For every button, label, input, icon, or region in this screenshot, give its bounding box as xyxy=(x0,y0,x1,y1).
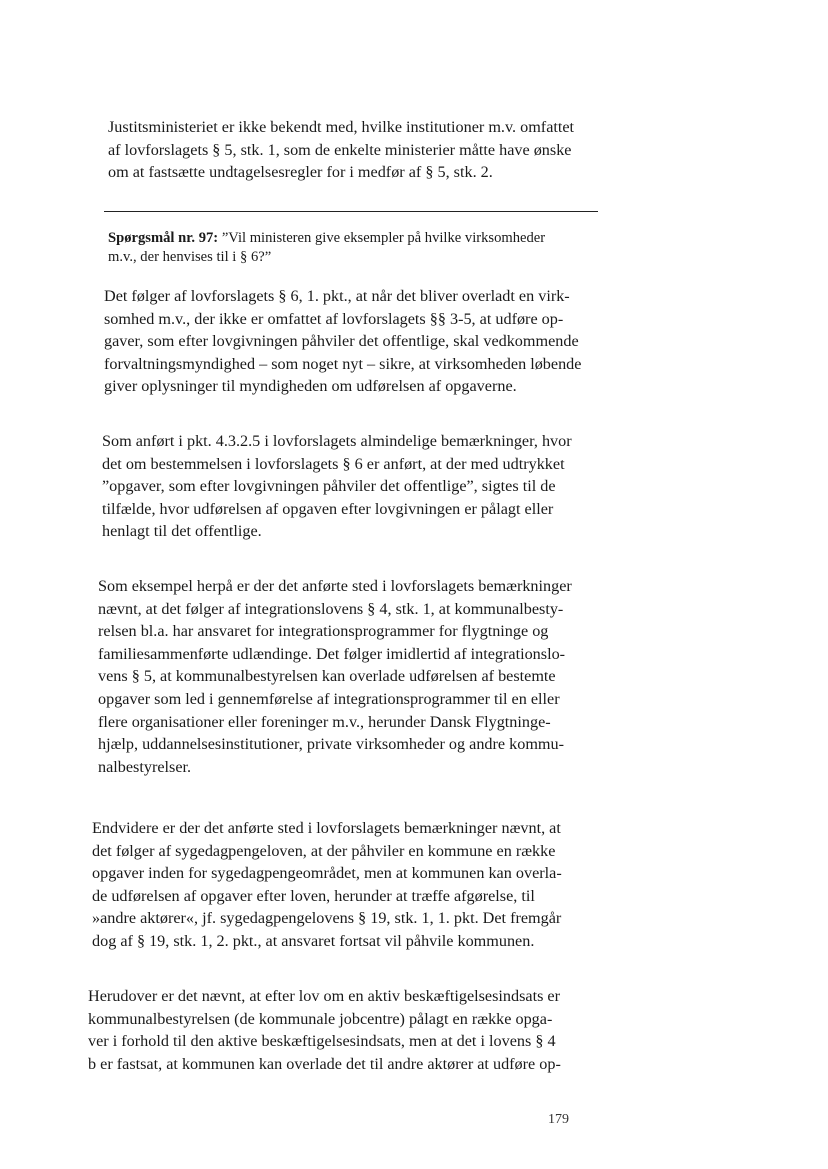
question-text: ”Vil ministeren give eksempler på hvilke virksomheder xyxy=(221,230,546,246)
text-line: Herudover er det nævnt, at efter lov om en aktiv beskæftigelsesindsats er xyxy=(88,987,561,1005)
text-line: det om bestemmelsen i lovforslagets § 6 er anført, at der med udtrykket xyxy=(102,454,565,473)
answer-paragraph xyxy=(102,430,592,543)
question-block xyxy=(108,229,598,267)
text-line: de udførelsen af opgaver efter loven, herunder at træffe afgørelse, til xyxy=(92,886,535,905)
text-line: giver oplysninger til myndigheden om udførelsen af opgaverne. xyxy=(104,377,517,396)
answer-paragraph xyxy=(88,985,582,1075)
text-line: Det følger af lovforslagets § 6, 1. pkt., at når det bliver overladt en virk- xyxy=(104,287,570,305)
text-line: henlagt til det offentlige. xyxy=(102,522,262,541)
text-line: nalbestyrelser. xyxy=(98,757,192,776)
text-line: om at fastsætte undtagelsesregler for i medfør af § 5, stk. 2. xyxy=(108,163,493,182)
text-line: det følger af sygedagpengeloven, at der påhviler en kommune en række xyxy=(92,841,556,860)
text-line: forvaltningsmyndighed – som noget nyt – sikre, at virksomheden løbende xyxy=(104,354,582,373)
section-divider xyxy=(104,211,598,212)
text-line: Som anført i pkt. 4.3.2.5 i lovforslagets almindelige bemærkninger, hvor xyxy=(102,432,572,450)
text-line: Endvidere er der det anførte sted i lovforslagets bemærkninger nævnt, at xyxy=(92,819,561,837)
text-line: dog af § 19, stk. 1, 2. pkt., at ansvaret fortsat vil påhvile kommunen. xyxy=(92,931,535,950)
text-line: ver i forhold til den aktive beskæftigelsesindsats, men at det i lovens § 4 xyxy=(88,1032,556,1051)
text-line: nævnt, at det følger af integrationslovens § 4, stk. 1, at kommunalbesty- xyxy=(98,599,564,618)
answer-paragraph xyxy=(104,285,594,398)
text-line: opgaver inden for sygedagpengeområdet, men at kommunen kan overla- xyxy=(92,864,562,883)
question-label: Spørgsmål nr. 97: xyxy=(108,230,219,246)
page-number: 179 xyxy=(548,1112,569,1127)
text-line: »andre aktører«, jf. sygedagpengelovens § 19, stk. 1, 1. pkt. Det fremgår xyxy=(92,909,562,928)
text-line: opgaver som led i gennemførelse af integrationsprogrammer til en eller xyxy=(98,689,560,708)
text-line: familiesammenførte udlændinge. Det følger imidlertid af integrationslo- xyxy=(98,644,566,663)
text-line: relsen bl.a. har ansvaret for integrationsprogrammer for flygtninge og xyxy=(98,622,549,641)
text-line: af lovforslagets § 5, stk. 1, som de enkelte ministerier måtte have ønske xyxy=(108,140,572,159)
intro-paragraph xyxy=(108,116,596,184)
text-line: somhed m.v., der ikke er omfattet af lovforslagets §§ 3-5, at udføre op- xyxy=(104,309,564,328)
text-line: tilfælde, hvor udførelsen af opgaven efter lovgivningen er pålagt eller xyxy=(102,499,554,518)
text-line: flere organisationer eller foreninger m.v., herunder Dansk Flygtninge- xyxy=(98,712,551,731)
text-line: kommunalbestyrelsen (de kommunale jobcentre) pålagt en række opga- xyxy=(88,1009,553,1028)
answer-paragraph xyxy=(98,575,588,778)
text-line: Justitsministeriet er ikke bekendt med, hvilke institutioner m.v. omfattet xyxy=(108,118,575,136)
answer-paragraph xyxy=(92,817,584,953)
text-line: ”opgaver, som efter lovgivningen påhviler det offentlige”, sigtes til de xyxy=(102,477,556,496)
text-line: vens § 5, at kommunalbestyrelsen kan overlade udførelsen af bestemte xyxy=(98,667,556,686)
text-line: hjælp, uddannelsesinstitutioner, private virksomheder og andre kommu- xyxy=(98,735,564,754)
text-line: b er fastsat, at kommunen kan overlade det til andre aktører at udføre op- xyxy=(88,1054,561,1073)
text-line: Som eksempel herpå er der det anførte sted i lovforslagets bemærkninger xyxy=(98,577,572,595)
question-text-continued: m.v., der henvises til i § 6?” xyxy=(108,249,272,265)
text-line: gaver, som efter lovgivningen påhviler det offentlige, skal vedkommende xyxy=(104,332,579,351)
